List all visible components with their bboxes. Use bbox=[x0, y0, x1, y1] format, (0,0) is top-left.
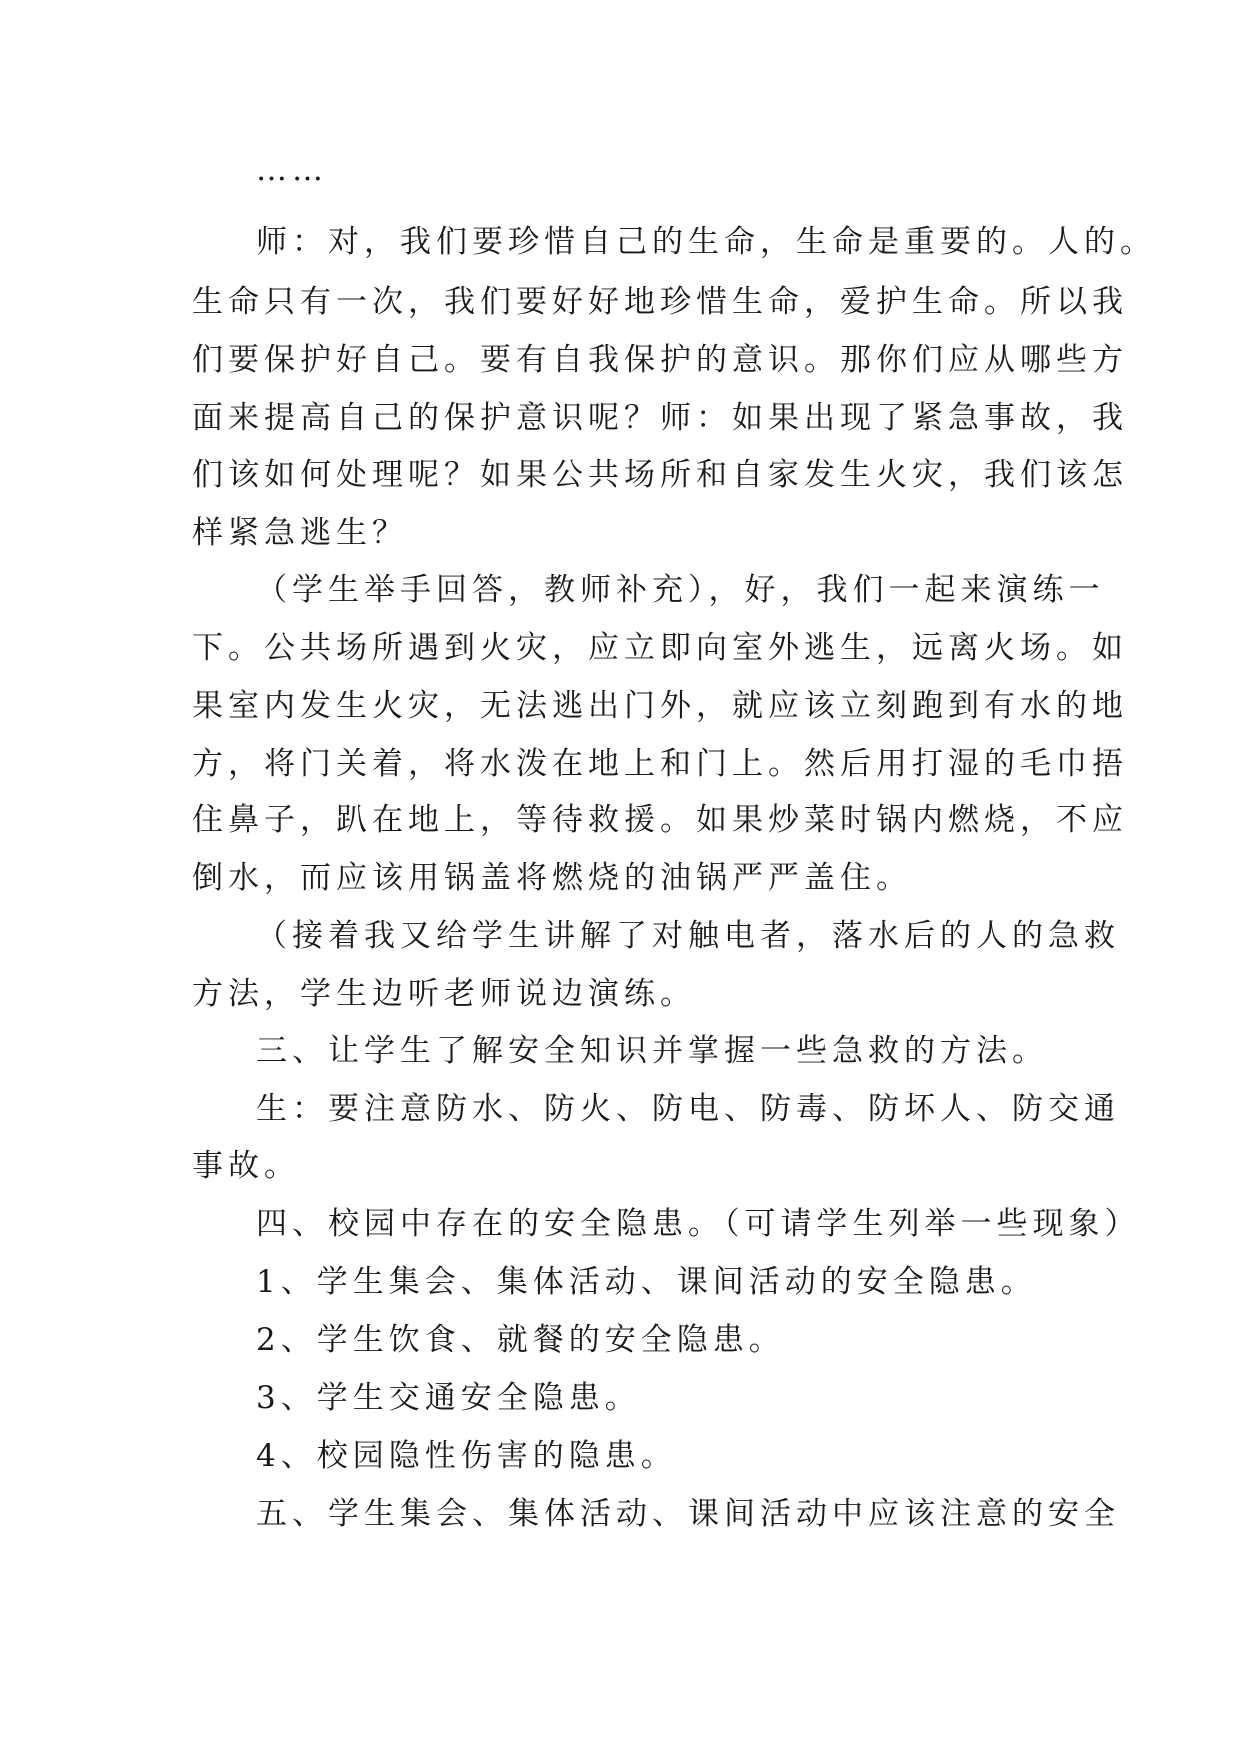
paragraph-line: （接着我又给学生讲解了对触电者，落水后的人的急救 bbox=[256, 918, 1120, 954]
list-item: 3、学生交通安全隐患。 bbox=[256, 1380, 641, 1416]
section-heading: 五、学生集会、集体活动、课间活动中应该注意的安全 bbox=[256, 1496, 1120, 1532]
paragraph-line: 师：对，我们要珍惜自己的生命，生命是重要的。人的。 bbox=[256, 224, 1156, 260]
list-item: 1、学生集会、集体活动、课间活动的安全隐患。 bbox=[256, 1264, 1037, 1300]
paragraph-line: 生命只有一次，我们要好好地珍惜生命，爱护生命。所以我 bbox=[192, 284, 1128, 320]
paragraph-line: （学生举手回答，教师补充），好，我们一起来演练一 bbox=[256, 572, 1105, 608]
paragraph-line: 们要保护好自己。要有自我保护的意识。那你们应从哪些方 bbox=[192, 342, 1128, 378]
section-heading: 四、校园中存在的安全隐患。（可请学生列举一些现象） bbox=[256, 1206, 1141, 1242]
paragraph-line: 住鼻子，趴在地上，等待救援。如果炒菜时锅内燃烧，不应 bbox=[192, 802, 1128, 838]
paragraph-line: 面来提高自己的保护意识呢？师：如果出现了紧急事故，我 bbox=[192, 400, 1128, 436]
paragraph-line: 事故。 bbox=[192, 1148, 300, 1184]
paragraph-line: 方，将门关着，将水泼在地上和门上。然后用打湿的毛巾捂 bbox=[192, 746, 1128, 782]
paragraph-line: 们该如何处理呢？如果公共场所和自家发生火灾，我们该怎 bbox=[192, 457, 1128, 493]
paragraph-line: 生：要注意防水、防火、防电、防毒、防坏人、防交通 bbox=[256, 1091, 1120, 1127]
list-item: 2、学生饮食、就餐的安全隐患。 bbox=[256, 1322, 785, 1358]
paragraph-line: 样紧急逃生？ bbox=[192, 515, 408, 551]
section-heading: 三、让学生了解安全知识并掌握一些急救的方法。 bbox=[256, 1033, 1048, 1069]
paragraph-line: 果室内发生火灾，无法逃出门外，就应该立刻跑到有水的地 bbox=[192, 688, 1128, 724]
ellipsis-line: …… bbox=[256, 152, 328, 188]
paragraph-line: 倒水，而应该用锅盖将燃烧的油锅严严盖住。 bbox=[192, 860, 912, 896]
list-item: 4、校园隐性伤害的隐患。 bbox=[256, 1438, 677, 1474]
paragraph-line: 方法，学生边听老师说边演练。 bbox=[192, 976, 696, 1012]
paragraph-line: 下。公共场所遇到火灾，应立即向室外逃生，远离火场。如 bbox=[192, 630, 1128, 666]
